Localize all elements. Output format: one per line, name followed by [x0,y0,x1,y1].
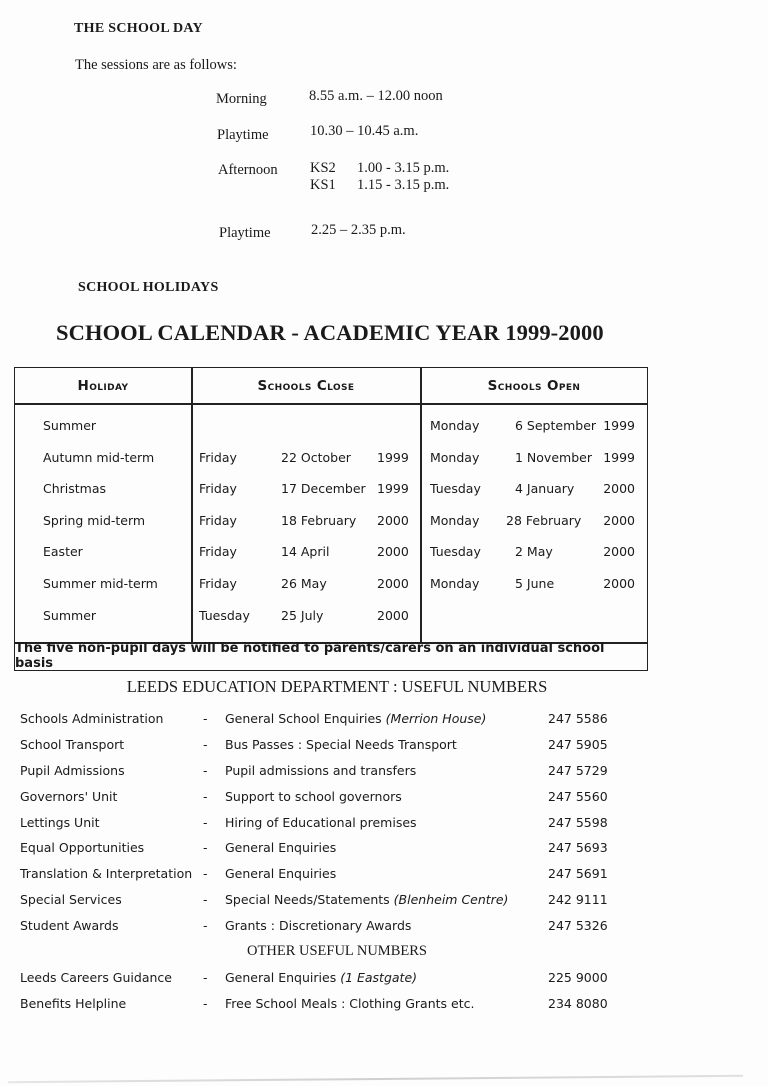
open-date: 28 February [506,513,582,528]
phone-number: 247 5586 [548,711,608,726]
close-year: 2000 [377,513,409,528]
close-day: Tuesday [199,608,250,623]
header-schools-open: Schools Open [487,378,581,394]
list-item [0,866,700,892]
separator: - [203,815,208,830]
session-label: Playtime [219,225,271,241]
department: Equal Opportunities [20,840,145,855]
open-year: 2000 [603,513,635,528]
close-day: Friday [199,450,237,465]
page-edge-line [8,1075,743,1083]
open-date: 6 September [515,418,597,433]
school-day-heading: THE SCHOOL DAY [74,21,203,36]
session-time: 2.25 – 2.35 p.m. [311,222,406,238]
department: Student Awards [20,918,119,933]
header-holiday: Holiday [77,378,129,394]
column-divider [420,368,422,643]
close-date: 18 February [281,513,357,528]
description: Free School Meals : Clothing Grants etc. [225,996,475,1011]
session-time: 10.30 – 10.45 a.m. [310,123,419,139]
location-note: (Blenheim Centre) [393,892,509,907]
open-day: Monday [430,418,480,433]
description [225,892,508,907]
ks1-label: KS1 [310,177,336,193]
description-text: General School Enquiries [225,711,386,726]
holiday-name: Summer [43,608,97,623]
open-year: 2000 [603,481,635,496]
non-pupil-days-note: The five non-pupil days will be notified to parents/carers on an individual school basis [15,641,605,671]
list-item [0,970,700,996]
phone-number: 247 5729 [548,763,608,778]
ks2-time: 1.00 - 3.15 p.m. [357,160,450,176]
open-day: Monday [430,450,480,465]
close-date: 26 May [281,576,327,591]
department: Pupil Admissions [20,763,125,778]
description [225,970,417,985]
holiday-name: Easter [43,544,83,559]
description: Grants : Discretionary Awards [225,918,412,933]
description: General Enquiries [225,866,337,881]
close-year: 2000 [377,544,409,559]
list-item [0,711,700,737]
department: Lettings Unit [20,815,100,830]
department: Special Services [20,892,122,907]
session-time: 8.55 a.m. – 12.00 noon [309,88,443,104]
list-item [0,815,700,841]
close-day: Friday [199,576,237,591]
open-year: 2000 [603,544,635,559]
description-text: Special Needs/Statements [225,892,394,907]
separator: - [203,840,208,855]
separator: - [203,737,208,752]
close-year: 2000 [377,576,409,591]
department: Leeds Careers Guidance [20,970,172,985]
list-item [0,996,700,1022]
calendar-table [14,367,648,671]
open-day: Monday [430,513,480,528]
close-date: 25 July [281,608,324,623]
phone-number: 247 5598 [548,815,608,830]
department: Schools Administration [20,711,164,726]
phone-number: 242 9111 [548,892,608,907]
sessions-intro: The sessions are as follows: [75,57,237,73]
phone-number: 225 9000 [548,970,608,985]
separator: - [203,970,208,985]
close-year: 1999 [377,481,409,496]
close-date: 22 October [281,450,351,465]
description-text: General Enquiries [225,970,341,985]
list-item [0,763,700,789]
phone-number: 247 5693 [548,840,608,855]
separator: - [203,918,208,933]
list-item [0,737,700,763]
description [225,711,486,726]
open-date: 2 May [515,544,553,559]
school-holidays-heading: SCHOOL HOLIDAYS [78,280,219,295]
close-year: 2000 [377,608,409,623]
holiday-name: Christmas [43,481,107,496]
open-date: 5 June [515,576,555,591]
location-note: (1 Eastgate) [340,970,418,985]
department: Benefits Helpline [20,996,127,1011]
ks1-time: 1.15 - 3.15 p.m. [357,177,450,193]
other-numbers-heading: OTHER USEFUL NUMBERS [247,943,427,959]
session-label: Playtime [217,127,269,143]
close-date: 17 December [281,481,366,496]
phone-number: 234 8080 [548,996,608,1011]
department: School Transport [20,737,125,752]
list-item [0,840,700,866]
separator: - [203,763,208,778]
phone-number: 247 5691 [548,866,608,881]
open-day: Monday [430,576,480,591]
description: Hiring of Educational premises [225,815,417,830]
open-day: Tuesday [430,481,481,496]
close-date: 14 April [281,544,330,559]
column-divider [191,368,193,643]
calendar-title: SCHOOL CALENDAR - ACADEMIC YEAR 1999-2000 [56,320,604,345]
list-item [0,918,700,944]
list-item [0,789,700,815]
description: Support to school governors [225,789,402,804]
separator: - [203,996,208,1011]
session-label: Afternoon [218,162,278,178]
holiday-name: Autumn mid-term [43,450,155,465]
location-note: (Merrion House) [385,711,487,726]
header-schools-close: Schools Close [257,378,355,394]
open-date: 1 November [515,450,592,465]
list-item [0,892,700,918]
open-date: 4 January [515,481,575,496]
phone-number: 247 5326 [548,918,608,933]
separator: - [203,892,208,907]
session-label: Morning [216,91,267,107]
description: Bus Passes : Special Needs Transport [225,737,457,752]
description: General Enquiries [225,840,337,855]
open-year: 1999 [603,418,635,433]
close-day: Friday [199,481,237,496]
useful-numbers-heading: LEEDS EDUCATION DEPARTMENT : USEFUL NUMBERS [126,677,548,696]
ks2-label: KS2 [310,160,336,176]
open-day: Tuesday [430,544,481,559]
open-year: 2000 [603,576,635,591]
close-day: Friday [199,513,237,528]
holiday-name: Summer [43,418,97,433]
department: Translation & Interpretation [20,866,193,881]
holiday-name: Spring mid-term [43,513,146,528]
phone-number: 247 5905 [548,737,608,752]
department: Governors' Unit [20,789,118,804]
phone-number: 247 5560 [548,789,608,804]
close-year: 1999 [377,450,409,465]
description: Pupil admissions and transfers [225,763,417,778]
open-year: 1999 [603,450,635,465]
separator: - [203,711,208,726]
close-day: Friday [199,544,237,559]
separator: - [203,789,208,804]
separator: - [203,866,208,881]
holiday-name: Summer mid-term [43,576,158,591]
